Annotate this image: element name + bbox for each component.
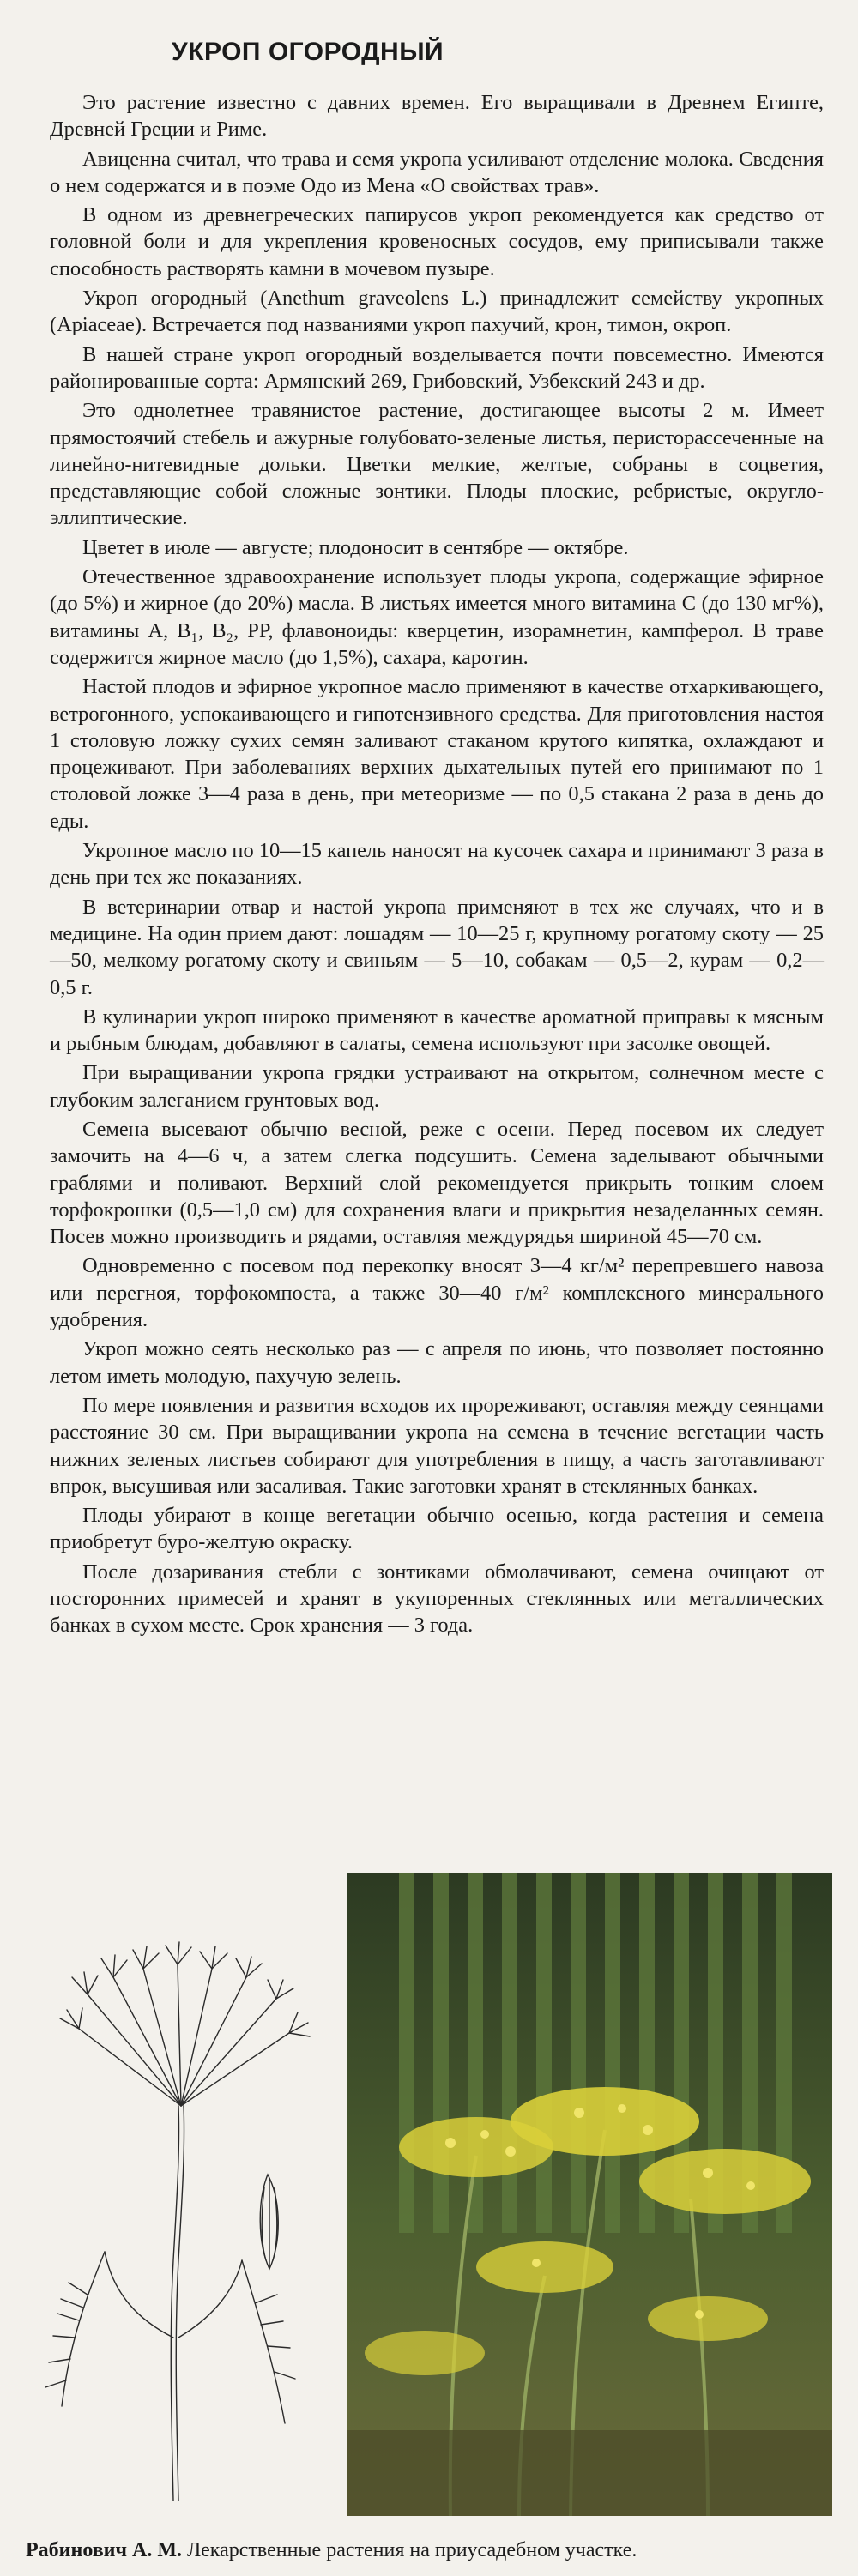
paragraph: Цветет в июле — августе; плодоносит в сентябре — октябре. [82,535,629,559]
caption-source: Лекарственные растения на приусадебном участке. [187,2539,637,2561]
paragraph: По мере появления и развития всходов их прореживают, оставляя между сеянцами расстояние 30 см. При выращивании укропа на семена в течение вегетации часть нижних зеленых листьев собирают для употребления в пищу, а часть заготавливают впрок, высушивая или засаливая. Такие заготовки хранят в стеклянных банках. [50,1393,824,1498]
paragraph: Настой плодов и эфирное укропное масло применяют в качестве отхаркивающего, ветрогонного, успокаивающего и гипотензивного средства. Для приготовления настоя 1 столовую ложку сухих семян заливают стаканом крутого кипятка, охлаждают и процеживают. При заболеваниях верхних дыхательных путей его принимают по 1 столовой ложке 3—4 раза в день, при метеоризме — по 0,5 стакана 2 раза в день до еды. [50,675,824,833]
article-body [50,89,824,1642]
paragraph: Плоды убирают в конце вегетации обычно осенью, когда растения и семена приобретут буро-желтую окраску. [50,1504,824,1554]
paragraph: Семена высевают обычно весной, реже с осени. Перед посевом их следует замочить на 4—6 ч, а затем слегка подсушить. Семена заделывают обычными граблями и поливают. Верхний слой рекомендуется прикрыть тонким слоем торфокрошки (0,5—1,0 см) для сохранения влаги и прикрытия незаделанных семян. Посев можно производить и рядами, оставляя междурядья шириной 45—70 см. [50,1117,824,1249]
source-caption [26,2537,832,2563]
paragraph: В нашей стране укроп огородный возделывается почти повсеместно. Имеются районированные сорта: Армянский 269, Грибовский, Узбекский 243 и др. [50,342,824,393]
paragraph: Это однолетнее травянистое растение, достигающее высоты 2 м. Имеет прямостоячий стебель и ажурные голубовато-зеленые листья, перисторассеченные на линейно-нитевидные дольки. Цветки мелкие, желтые, собраны в соцветия, представляющие собой сложные зонтики. Плоды плоские, ребристые, округло-эллиптические. [50,399,824,530]
paragraph: Укроп огородный (Anethum graveolens L.) принадлежит семейству укропных (Apiaceae). Встречается под названиями укроп пахучий, крон, тимон, окроп. [50,287,824,337]
paragraph: Авиценна считал, что трава и семя укропа усиливают отделение молока. Сведения о нем содержатся и в поэме Одо из Мена «О свойствах трав». [50,147,824,197]
paragraph: Отечественное здравоохранение использует плоды укропа, содержащие эфирное (до 5%) и жирное (до 20%) масла. В листьях имеется много витамина С (до 130 мг%), витамины А, B₁, B₂, РР, флавоноиды: кверцетин, изорамнетин, кампферол. В траве содержится жирное масло (до 1,5%), сахара, каротин. [50,565,824,669]
dill-plant-photo-icon [347,1873,832,2516]
paragraph: Это растение известно с давних времен. Его выращивали в Древнем Египте, Древней Греции и Риме. [50,91,824,142]
paragraph: Одновременно с посевом под перекопку вносят 3—4 кг/м² перепревшего навоза или перегноя, торфокомпоста, а также 30—40 г/м² комплексного минерального удобрения. [50,1254,824,1332]
paragraph: В ветеринарии отвар и настой укропа применяют в тех же случаях, что и в медицине. На один прием дают: лошадям — 10—25 г, крупному рогатому скоту — 25—50, мелкому рогатому скоту и свиньям — 5—10, собакам — 0,5—2, курам — 0,2—0,5 г. [50,895,824,999]
paragraph: После дозаривания стебли с зонтиками обмолачивают, семена очищают от посторонних примесей и хранят в укупоренных стеклянных или металлических банках в сухом месте. Срок хранения — 3 года. [50,1559,824,1638]
paragraph: При выращивании укропа грядки устраивают на открытом, солнечном месте с глубоким залеганием грунтовых вод. [50,1061,824,1112]
paragraph: В кулинарии укроп широко применяют в качестве ароматной приправы к мясным и рыбным блюдам, добавляют в салаты, семена используют при засолке овощей. [50,1004,824,1056]
dill-drawing-icon [27,1891,328,2502]
dill-photo [347,1873,832,2516]
caption-author: Рабинович А. М. [26,2539,183,2561]
article-title: УКРОП ОГОРОДНЫЙ [172,38,444,66]
paragraph: Укропное масло по 10—15 капель наносят на кусочек сахара и принимают 3 раза в день при тех же показаниях. [50,839,824,890]
dill-illustration [27,1891,328,2502]
paragraph: Укроп можно сеять несколько раз — с апреля по июнь, что позволяет постоянно летом иметь молодую, пахучую зелень. [50,1337,824,1388]
paragraph: В одном из древнегреческих папирусов укроп рекомендуется как средство от головной боли и для укрепления кровеносных сосудов, ему приписывали также способность растворять камни в мочевом пузыре. [50,203,824,281]
